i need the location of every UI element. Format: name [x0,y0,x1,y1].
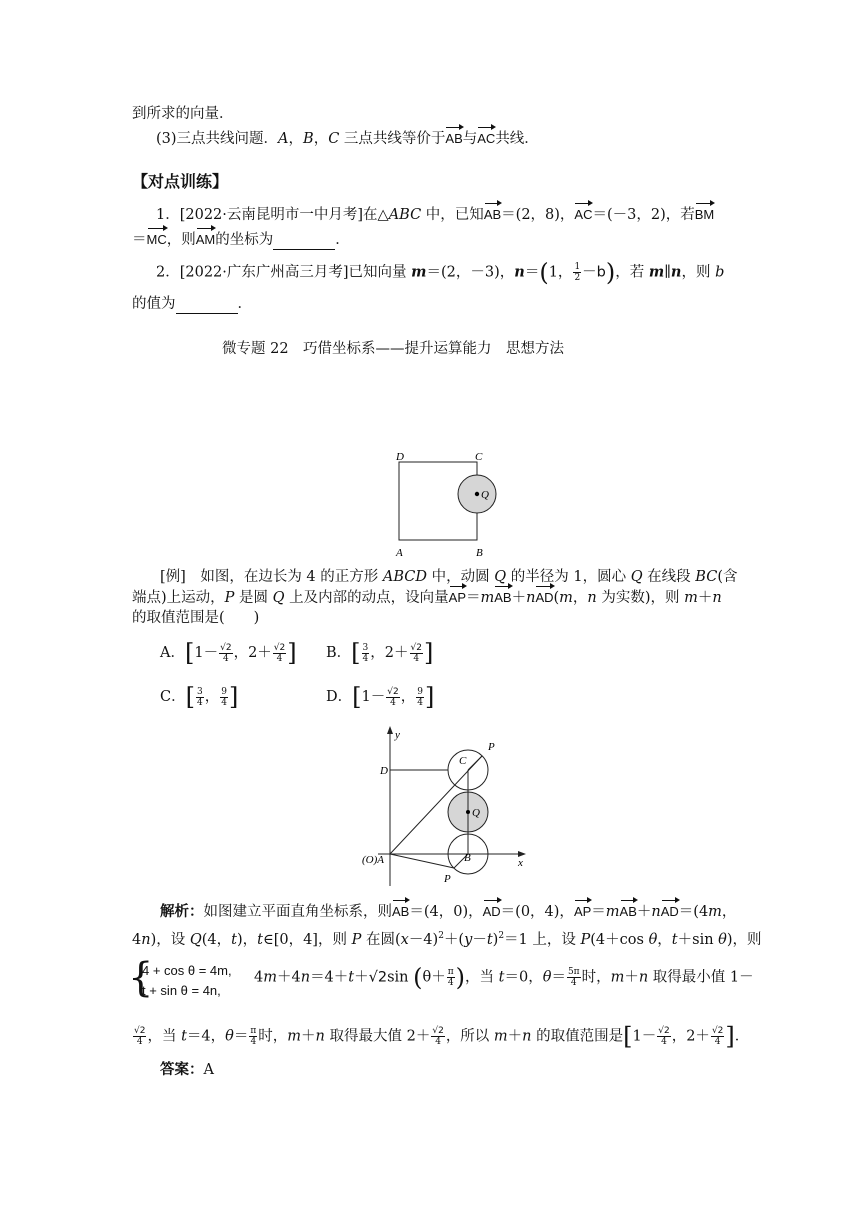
option-b[interactable]: B．[ $\frac{3}{4}$ ，2＋ $\frac{√2}{4}$ ] [326,639,434,667]
solution-line-4: $\frac{√2}{4}$ ，当 t＝4，θ＝ $\frac{\pi}{4}$ 时，m＋n 取得最大值 2＋ $\frac{√2}{4}$ ，所以 m＋n 的取值范围是[1－ $\frac{√2}{4}$ ，2＋ $\frac{√2}{4}$ ]． [134,1022,750,1051]
label-A: A [396,547,403,559]
label-C: C [475,451,483,463]
solution-line-1: 解析：如图建立平面直角坐标系，则AB＝(4，0)，AD＝(0，4)，AP＝mAB＋nAD＝(4m， [160,904,737,920]
answer-blank [273,235,335,250]
example-line-2: 端点)上运动，P 是圆 Q 上及内部的动点，设向量AP＝mAB＋nAD(m，n 为实数)，则 m＋n [132,590,722,606]
solution-line-2: 4n)，设 Q(4，t)，t∈[0，4]，则 P 在圆$(x-4)^2+(y-t)^2=1$ 上，设 P(4＋cos θ，t＋sin θ)，则 [132,931,762,948]
system-eq-1: 4 + cos θ = 4m, [142,963,232,978]
label-P-bottom: P [444,873,451,885]
label-P-top: P [488,741,495,753]
square-figure [390,448,510,560]
question-1: 1．[2022·云南昆明市一中月考]在△ABC 中，已知AB＝(2，8)，AC＝(－3，2)，若BM [156,207,715,223]
example-line-3: 的取值范围是( ) [132,610,260,626]
solution-line-3: 4m＋4n＝4＋t＋√2sin (θ＋ $\frac{\pi}{4}$ )，当 t＝0，θ＝ $\frac{5\pi}{4}$ 时，m＋n 取得最小值 1－ [254,963,754,992]
coordinate-figure [358,724,538,892]
top-line-1: 到所求的向量． [132,106,234,122]
label-B: B [476,547,483,559]
label-origin: (O)A [362,854,384,866]
option-d[interactable]: D．[1－ $\frac{√2}{4}$ ， $\frac{9}{4}$ ] [326,683,435,711]
label-D: D [380,765,388,777]
question-2: 2．[2022·广东广州高三月考]已知向量 m＝(2，－3)，n＝(1， $\frac{1}{2}$ －b)，若 m∥n，则 b [156,258,725,287]
axis-y-label: y [395,729,400,741]
label-Q: Q [472,807,480,819]
question-1-line2: ＝MC，则AM的坐标为 ． [132,232,350,248]
system-eq-2: t + sin θ = 4n, [142,983,221,998]
question-2-line2: 的值为 ． [132,296,252,312]
section-heading: 【对点训练】 [132,172,229,191]
label-D: D [396,451,404,463]
label-B: B [464,852,471,864]
answer-line: 答案：A [160,1062,214,1078]
example-line-1: [例] 如图，在边长为 4 的正方形 ABCD 中，动圆 Q 的半径为 1，圆心 Q 在线段 BC(含 [160,569,738,585]
answer-blank [176,299,238,314]
label-C: C [459,755,467,767]
axis-x-label: x [518,857,523,869]
section-title: 微专题 22 巧借坐标系——提升运算能力 思想方法 [222,341,565,357]
top-line-2: (3)三点共线问题．A，B，C 三点共线等价于AB与AC共线． [156,131,539,147]
system-brace: { [128,955,154,1001]
option-a[interactable]: A．[1－ $\frac{√2}{4}$ ，2＋ $\frac{√2}{4}$ ] [160,639,297,667]
label-Q: Q [481,489,489,501]
option-c[interactable]: C．[ $\frac{3}{4}$ ， $\frac{9}{4}$ ] [160,683,239,711]
